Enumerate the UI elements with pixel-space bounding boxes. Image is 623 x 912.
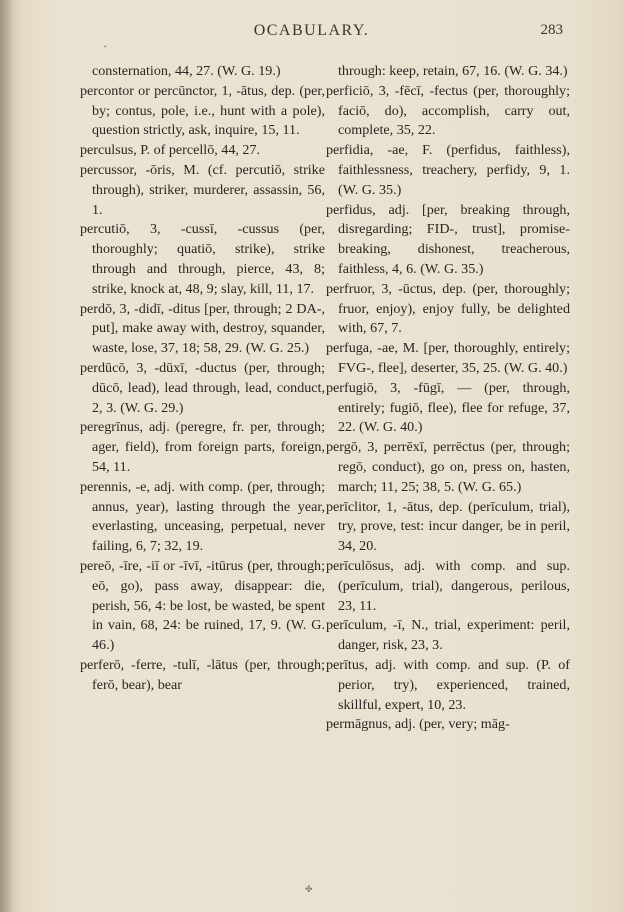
- dictionary-entry: perfuga, -ae, M. [per, thoroughly, entirely; FVG-, flee], deserter, 35, 25. (W. G. 40.): [326, 340, 570, 376]
- printer-ornament: ✤: [305, 884, 313, 894]
- dictionary-entry: pergō, 3, perrēxī, perrēctus (per, through; regō, conduct), go on, press on, hasten, march; 11, 25; 38, 5. (W. G. 65.): [326, 439, 570, 495]
- dictionary-entry: percussor, -ōris, M. (cf. percutiō, strike through), striker, murderer, assassin, 56, 1.: [80, 161, 325, 218]
- dictionary-entry: perficiō, 3, -fēcī, -fectus (per, thoroughly; faciō, do), accomplish, carry out, complete, 35, 22.: [326, 82, 570, 139]
- printer-dot: •: [104, 43, 107, 51]
- dictionary-entry: peregrīnus, adj. (peregre, fr. per, through; ager, field), from foreign parts, foreign, 54, 11.: [80, 419, 325, 475]
- dictionary-entry: through: keep, retain, 67, 16. (W. G. 34.): [338, 63, 568, 79]
- gutter-shadow: [0, 0, 14, 912]
- dictionary-entry: permāgnus, adj. (per, very; māg-: [326, 716, 510, 733]
- right-column: [326, 62, 570, 735]
- dictionary-entry: perfugiō, 3, -fūgī, — (per, through, entirely; fugiō, flee), flee for refuge, 37, 22. (W. G. 40.): [326, 379, 570, 436]
- dictionary-entry: perfidus, adj. [per, breaking through, disregarding; FID-, trust], promise-breaking, dishonest, treacherous, faithless, 4, 6. (W. G. 35.): [326, 201, 570, 277]
- dictionary-entry: perferō, -ferre, -tulī, -lātus (per, through; ferō, bear), bear: [80, 656, 325, 693]
- dictionary-entry: perīculum, -ī, N., trial, experiment: peril, danger, risk, 23, 3.: [326, 617, 570, 654]
- page-number: 283: [540, 22, 563, 38]
- dictionary-entry: perīculōsus, adj. with comp. and sup. (perīculum, trial), dangerous, perilous, 23, 11.: [326, 557, 570, 614]
- dictionary-entry: percutiō, 3, -cussī, -cussus (per, thoroughly; quatiō, strike), strike through and through, pierce, 43, 8; strike, knock at, 48, 9; slay, kill, 11, 17.: [80, 221, 325, 297]
- dictionary-entry: consternation, 44, 27. (W. G. 19.): [92, 63, 281, 79]
- dictionary-entry: perīclitor, 1, -ātus, dep. (perīculum, trial), try, prove, test: incur danger, be in peril, 34, 20.: [326, 498, 570, 555]
- dictionary-entry: perennis, -e, adj. with comp. (per, through; annus, year), lasting through the year, everlasting, unceasing, perpetual, never failing, 6, 7; 32, 19.: [80, 478, 325, 555]
- dictionary-entry: perfidia, -ae, F. (perfidus, faithless), faithlessness, treachery, perfidy, 9, 1. (W. G. 35.): [326, 142, 570, 198]
- dictionary-entry: perculsus, P. of percellō, 44, 27.: [80, 142, 261, 159]
- left-column: [80, 62, 325, 696]
- running-head: OCABULARY.: [253, 22, 370, 39]
- dictionary-entry: perdō, 3, -didī, -ditus [per, through; 2 DA-, put], make away with, destroy, squander, waste, lose, 37, 18; 58, 29. (W. G. 25.): [80, 300, 325, 357]
- dictionary-entry: percontor or percūnctor, 1, -ātus, dep. (per, by; contus, pole, i.e., hunt with a pole), question strictly, ask, inquire, 15, 11.: [80, 82, 325, 139]
- dictionary-entry: perdūcō, 3, -dūxī, -ductus (per, through; dūcō, lead), lead through, lead, conduct, 2, 3. (W. G. 29.): [80, 359, 325, 416]
- dictionary-entry: pereō, -īre, -iī or -īvī, -itūrus (per, through; eō, go), pass away, disappear: die, perish, 56, 4: be lost, be wasted, be spent in vain, 68, 24: be ruined, 17, 9. (W. G. 46.): [80, 557, 325, 654]
- dictionary-entry: perfruor, 3, -ūctus, dep. (per, thoroughly; fruor, enjoy), enjoy fully, be delighted with, 67, 7.: [326, 280, 570, 337]
- dictionary-entry: perītus, adj. with comp. and sup. (P. of perior, try), experienced, trained, skillful, expert, 10, 23.: [326, 656, 570, 713]
